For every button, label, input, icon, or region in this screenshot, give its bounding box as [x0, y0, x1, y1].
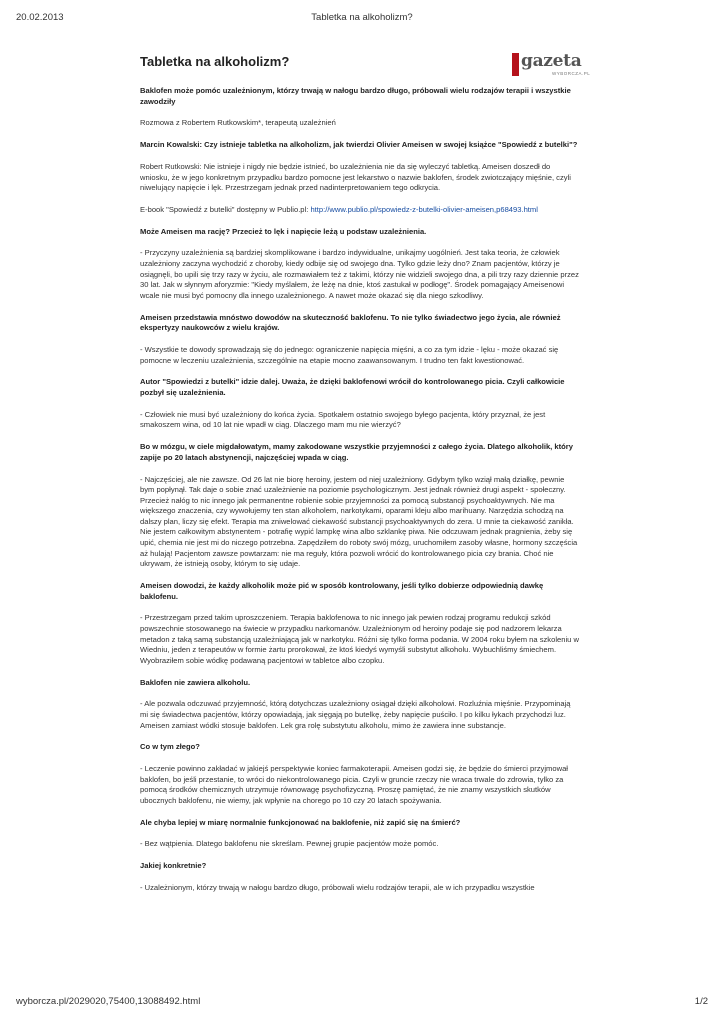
print-url: wyborcza.pl/2029020,75400,13088492.html [16, 996, 201, 1007]
gazeta-logo [512, 51, 591, 78]
print-header [16, 12, 708, 26]
article-title: Tabletka na alkoholizm? [140, 54, 290, 69]
print-date: 20.02.2013 [16, 12, 64, 23]
answer-5: - Najczęściej, ale nie zawsze. Od 26 lat nie biorę heroiny, jestem od niej uzależniony. Gdybym tylko wziął małą działkę, pewnie bym popłynął. Tak daje o sobie znać uzależnienie na poziomie psychologicznym. Jest jednak również drugi aspekt - społeczny. Przecież nałóg to nic innego jak permanentne robienie sobie przyjemności za pomocą substancji psychoaktywnych. Nie ma większego znaczenia, czy wywołujemy ten stan alkoholem, narkotykami, oparami kleju albo marihuany. Narzędzia schodzą na dalszy plan, liczy się efekt. Terapia ma zniwelować ciekawość substancji psychoaktywnych do zera. U mnie ta ciekawość zanikła. Nie jestem całkowitym abstynentem - potrafię wypić lampkę wina albo szklankę piwa. Nie odczuwam jednak pragnienia, żeby się upić, chemia nie jest mi do niczego potrzebna. Zapędziłem do roboty swój mózg, uruchomiłem zasoby własne, hormony szczęścia aż hulają! Pacjentom zawsze powtarzam: nie ma reguły, która pozwoli wrócić do kontrolowanego picia czy brania. Choć nie ukrywam, że istnieją osoby, którym to się udaje. [140, 474, 578, 569]
answer-2: - Przyczyny uzależnienia są bardziej skomplikowane i bardzo indywidualne, unikajmy uogólnień. Jest taka teoria, że człowiek uzależniony zaczyna wychodzić z choroby, kiedy odbije się od swojego dna. Tylko gdzie leży dno? Znam pacjentów, którzy je osiągnęli, bo upili się trzy razy w życiu, ale rozmawiałem też z takimi, którzy nie widzieli swojego dna, a pili trzy razy dziennie przez 30 lat. Jak w słynnym aforyzmie: "Kiedy myślałem, że leżę na dnie, ktoś zastukał w podłogę". Środek pomagający Ameisenowi wcale nie musi być pomocny dla innego uzależnionego. A nawet może okazać się dla niego szkodliwy. [140, 248, 579, 300]
question-4: Autor "Spowiedzi z butelki" idzie dalej. Uważa, że dzięki baklofenowi wrócił do kontrolowanego picia. Czyli całkowicie pozbył się uzależnienia. [140, 377, 565, 397]
answer-1: Robert Rutkowski: Nie istnieje i nigdy nie będzie istnieć, bo uzależnienia nie da się wyleczyć tabletką. Ameisen doszedł do wniosku, że w jego konkretnym przypadku bardzo pomocne jest lekarstwo o nazwie baklofen, środek zwiotczający mięśnie, czyli niwelujący napięcie i lęk. Przestrzegam jednak przed nadinterpretowaniem tego odkrycia. [140, 161, 571, 193]
answer-8: - Leczenie powinno zakładać w jakiejś perspektywie koniec farmakoterapii. Ameisen godzi się, że będzie do śmierci przyjmował baklofen, bo jeśli przestanie, to wróci do niekontrolowanego picia. Czyli w gruncie rzeczy nie wraca trwale do zdrowia, tylko za pomocą środków chemicznych utrzymuje równowagę psychofizyczną. Proszę pamiętać, że nie znamy wszystkich skutków ubocznych baklofenu, nie wiemy, jak wpłynie na chorego po 10 czy 20 latach spożywania. [140, 764, 568, 805]
article-header [140, 50, 591, 80]
article-byline: Rozmowa z Robertem Rutkowskim*, terapeutą uzależnień [140, 118, 336, 128]
question-9: Ale chyba lepiej w miarę normalnie funkcjonować na baklofenie, niż zapić się na śmierć? [140, 817, 461, 827]
question-5: Bo w mózgu, w ciele migdałowatym, mamy zakodowane wszystkie przyjemności z całego życia. Dlatego alkoholik, który zapije po 20 latach abstynencji, najczęściej wpada w ciąg. [140, 442, 573, 462]
print-footer [16, 996, 708, 1010]
ebook-link[interactable]: http://www.publio.pl/spowiedz-z-butelki-olivier-ameisen,p68493.html [310, 204, 538, 214]
ebook-text: E-book "Spowiedź z butelki" dostępny w Publio.pl: [140, 204, 311, 214]
logo-wordmark: gazeta [521, 51, 582, 71]
print-title: Tabletka na alkoholizm? [311, 12, 413, 23]
question-6: Ameisen dowodzi, że każdy alkoholik może pić w sposób kontrolowany, jeśli tylko dobierze odpowiednią dawkę baklofenu. [140, 581, 544, 601]
question-10: Jakiej konkretnie? [140, 861, 207, 871]
article-lead: Baklofen może pomóc uzależnionym, którzy trwają w nałogu bardzo długo, próbowali wielu rodzajów terapii i wszystkie zawodziły [140, 86, 571, 106]
answer-9: - Bez wątpienia. Dlatego baklofenu nie skreślam. Pewnej grupie pacjentów może pomóc. [140, 839, 439, 849]
answer-10: - Uzależnionym, którzy trwają w nałogu bardzo długo, próbowali wielu rodzajów terapii, ale w ich przypadku wszystkie [140, 883, 535, 892]
logo-red-bar [512, 53, 519, 76]
question-8: Co w tym złego? [140, 742, 200, 752]
answer-3: - Wszystkie te dowody sprowadzają się do jednego: ograniczenie napięcia mięśni, a co za tym idzie - lęku - może okazać się pomocne w leczeniu uzależnienia, szczególnie na etapie mocno zaawansowanym. I trudno ten fakt kwestionować. [140, 345, 559, 365]
answer-7: - Ale pozwala odczuwać przyjemność, którą dotychczas uzależniony osiągał dzięki alkoholowi. Rozluźnia mięśnie. Przypominają mi się świadectwa pacjentów, którzy opowiadają, jak sięgają po butelkę, żeby napięcie puściło. I po kilku łykach przychodzi luz. Ameisen zamiast wódki stosuje baklofen. Lek gra rolę substytutu alkoholu, mimo że zawiera inne substancje. [140, 699, 571, 730]
ebook-note [140, 205, 580, 216]
print-page-number: 1/2 [694, 996, 708, 1007]
article [140, 50, 591, 905]
question-1: Marcin Kowalski: Czy istnieje tabletka na alkoholizm, jak twierdzi Olivier Ameisen w swojej książce "Spowiedź z butelki"? [140, 140, 578, 150]
logo-subtitle: WYBORCZA.PL [552, 71, 591, 76]
question-3: Ameisen przedstawia mnóstwo dowodów na skuteczność baklofenu. To nie tylko świadectwo jego życia, ale również ekspertyzy naukowców z wielu krajów. [140, 312, 561, 333]
question-2: Może Ameisen ma rację? Przecież to lęk i napięcie leżą u podstaw uzależnienia. [140, 226, 427, 236]
question-7: Baklofen nie zawiera alkoholu. [140, 677, 251, 687]
answer-6: - Przestrzegam przed takim uproszczeniem. Terapia baklofenowa to nic innego jak pewien rodzaj programu redukcji szkód powszechnie stosowanego na świecie w przypadku narkomanów. Uzależnionym od heroiny podaje się pod nadzorem lekarza metadon z taką samą substancją uzależniającą jak w narkotyku. Różni się tylko forma podania. W 2004 roku byłem na szkoleniu w Wiedniu, jeden z terapeutów w formie żartu prorokował, że ktoś kiedyś wymyśli substytut alkoholu. Wybuchliśmy śmiechem. Wyobraziłem sobie wódkę podawaną pacjentowi w tabletce albo czopku. [140, 613, 579, 665]
answer-4: - Człowiek nie musi być uzależniony do końca życia. Spotkałem ostatnio swojego byłego pacjenta, który przyznał, że jest smakoszem wina, od 10 lat nie wpadł w ciąg. Dlaczego mam mu nie wierzyć? [140, 409, 546, 430]
